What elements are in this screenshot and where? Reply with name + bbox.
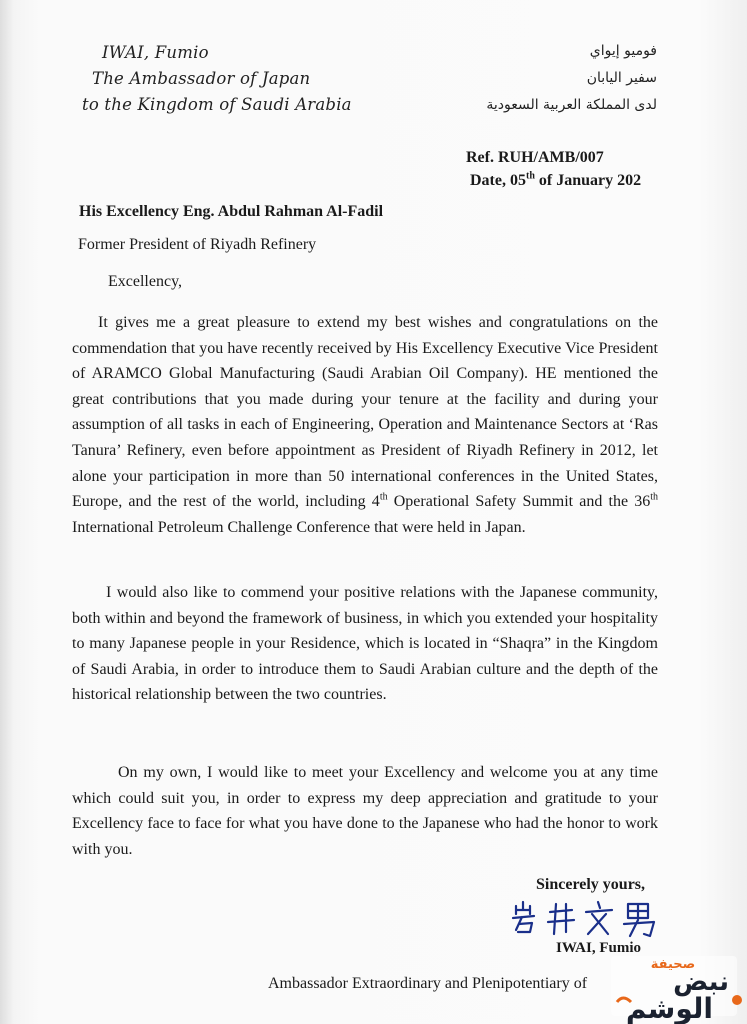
body-paragraph-2: I would also like to commend your positive relations with the Japanese community, both within and beyond the framework of business, in which you extended your hospitality to many Japanese people in your Residence, which is located in “Shaqra” in the Kingdom of Saudi Arabia, in order to introduce them to Saudi Arabian culture and the depth of the historical relationship between the two countries.	[72, 584, 658, 704]
body-paragraph-3: On my own, I would like to meet your Excellency and welcome you at any time which could suit you, in order to express my deep appreciation and gratitude to your Excellency face to face for what you have done to the Japanese who had the honor to work with you.	[72, 764, 658, 858]
handwritten-signature	[508, 898, 668, 938]
closing-phrase: Sincerely yours,	[536, 876, 646, 893]
body-paragraph-1: It gives me a great pleasure to extend my best wishes and congratulations on the commendation that you have recently received by His Excellency Executive Vice President of ARAMCO Global Manufacturing (Saudi Arabian Oil Company). HE mentioned the great contributions that you made during your tenure at the facility and during your assumption of all tasks in each of Engineering, Operation and Maintenance Sectors at ‘Ras Tanura’ Refinery, even before appointment as President of Riyadh Refinery in 2012, let alone your participation in more than 50 international conferences in the United States, Europe, and the rest of the world, including 4th Operational Safety Summit and the 36th International Petroleum Challenge Conference that were held in Japan.	[72, 314, 659, 536]
letterhead-country: to the Kingdom of Saudi Arabia	[82, 95, 352, 114]
letterhead-arabic	[486, 38, 657, 119]
letter-date: Date, 05th of January 202	[470, 170, 642, 189]
reference-number: Ref. RUH/AMB/007	[466, 149, 604, 166]
recipient-title: Former President of Riyadh Refinery	[78, 236, 317, 253]
letterhead-english	[82, 40, 352, 118]
svg-text:صحيفة: صحيفة	[650, 957, 696, 972]
letterhead-title: The Ambassador of Japan	[92, 69, 311, 88]
reference-block	[466, 146, 641, 192]
svg-text:نبض: نبض	[673, 967, 729, 997]
letterhead-ar-name: فوميو إيواي	[589, 43, 657, 59]
letterhead-ar-title: سفير اليابان	[586, 70, 657, 86]
salutation: Excellency,	[108, 273, 183, 290]
signer-title: Ambassador Extraordinary and Plenipotentiary of	[268, 975, 588, 992]
svg-text:الوشم: الوشم	[625, 992, 713, 1024]
signer-name: IWAI, Fumio	[556, 940, 642, 956]
letterhead-ar-country: لدى المملكة العربية السعودية	[486, 97, 657, 113]
letterhead-name: IWAI, Fumio	[102, 43, 209, 62]
newspaper-logo-watermark	[603, 938, 743, 1024]
recipient-name: His Excellency Eng. Abdul Rahman Al-Fadil	[79, 203, 384, 220]
